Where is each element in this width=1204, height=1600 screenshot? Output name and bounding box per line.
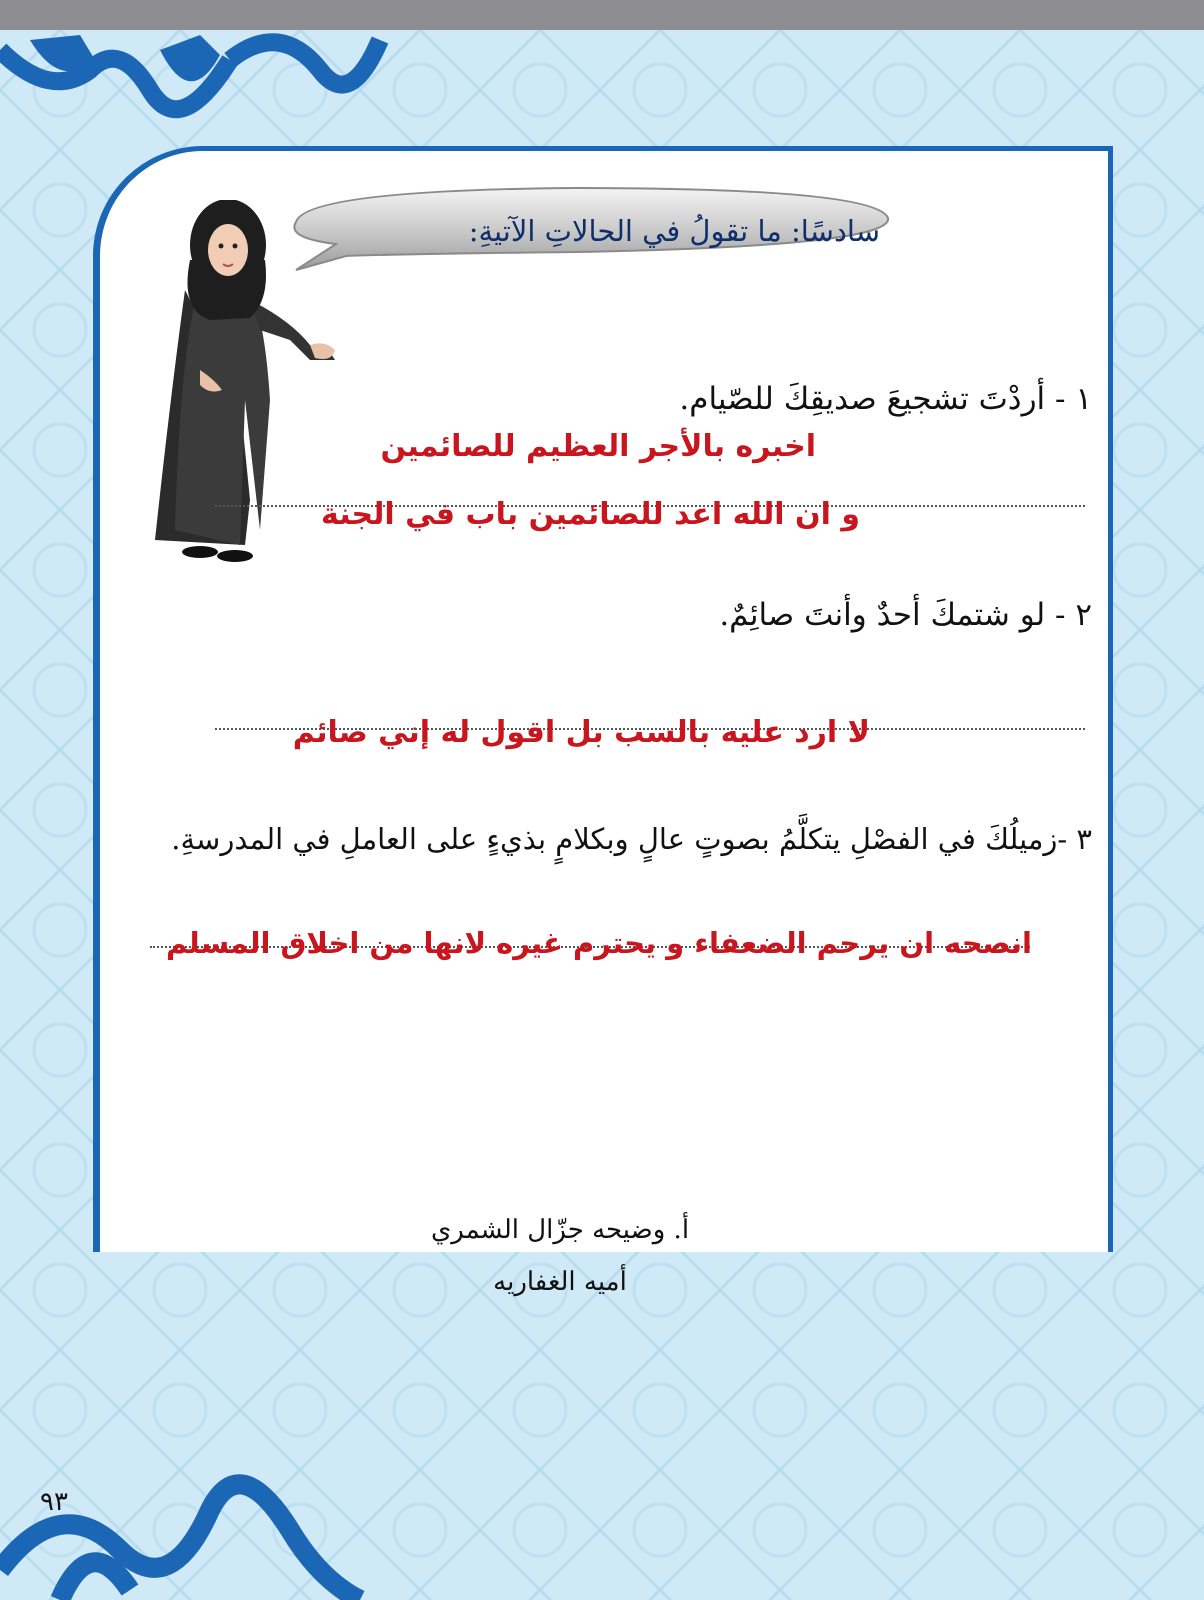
question-2-answer-line-1: لا ارد عليه بالسب بل اقول له إني صائم [292,715,870,750]
question-1-answer-line-1: اخبره بالأجر العظيم للصائمين [380,429,816,464]
teacher-figure-illustration [140,200,350,570]
signature-teacher-name: أ. وضيحه جزّال الشمري [430,1215,690,1245]
question-1-answer-line-2: و ان الله اعد للصائمين باب في الجنة [321,497,860,532]
signature-school-name: أميه الغفاريه [493,1267,627,1297]
question-3-text: ٣ -زميلُكَ في الفصْلِ يتكلَّمُ بصوتٍ عالٍ وبكلامٍ بذيءٍ على العاملِ في المدرسةِ. [171,822,1092,856]
question-1-text: ١ - أردْتَ تشجيعَ صديقِكَ للصّيام. [679,381,1092,417]
question-2-text: ٢ - لو شتمكَ أحدٌ وأنتَ صائِمٌ. [719,597,1092,633]
page-number: ٩٣ [40,1487,68,1517]
top-bar [0,0,1204,30]
section-heading: سادسًا: ما تقولُ في الحالاتِ الآتيةِ: [468,214,880,248]
question-3-answer-line-1: انصحه ان يرحم الضعفاء و يحترم غيره لانها من اخلاق المسلم [166,926,1032,960]
